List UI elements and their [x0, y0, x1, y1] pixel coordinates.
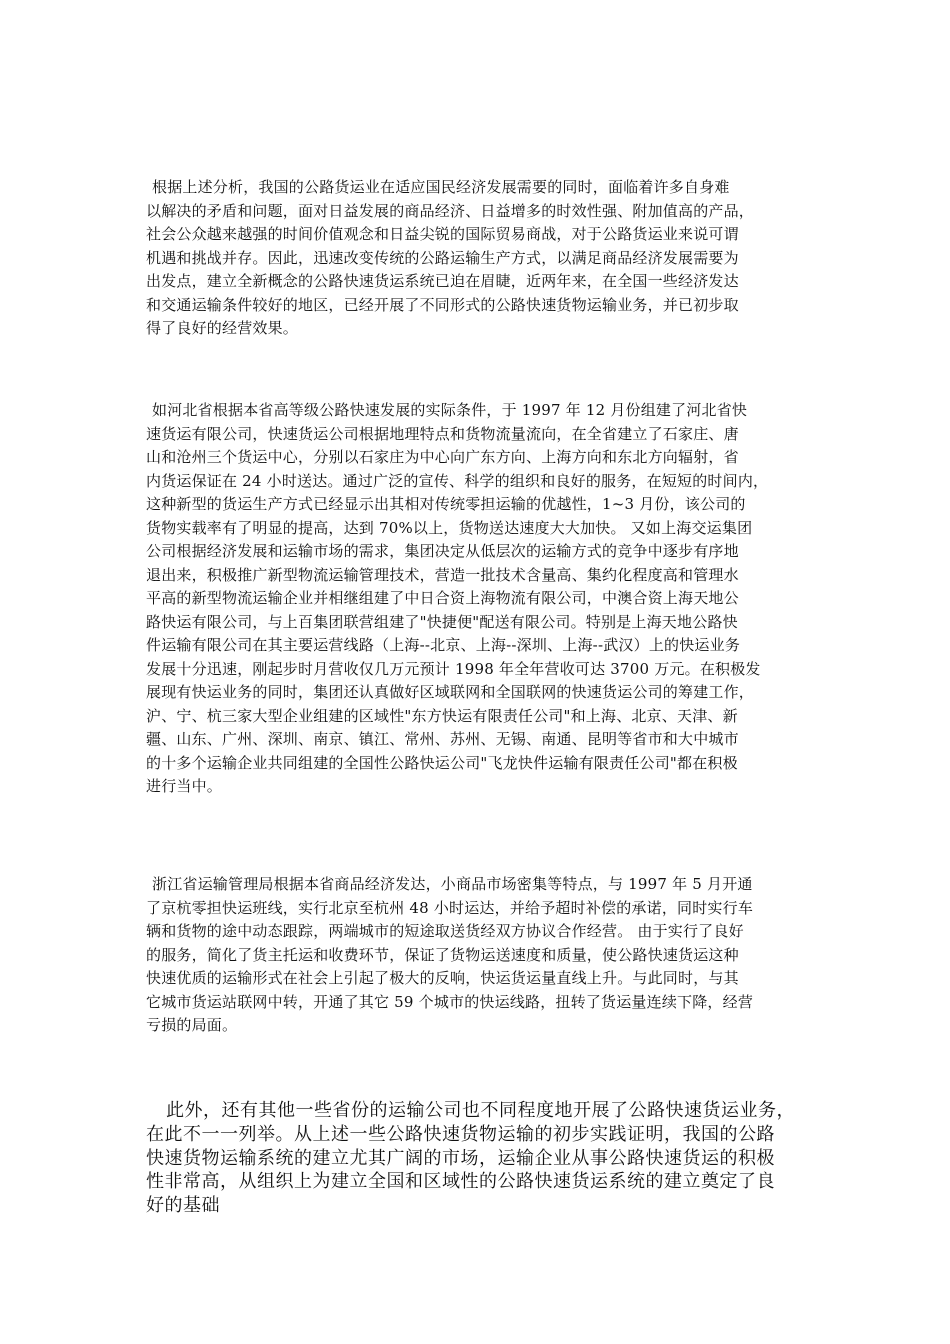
text-line: 此外，还有其他一些省份的运输公司也不同程度地开展了公路快速货运业务， [166, 1100, 795, 1121]
text-line: 山和沧州三个货运中心，分别以石家庄为中心向广东方向、上海方向和东北方向辐射，省 [146, 448, 739, 466]
text-line: 辆和货物的途中动态跟踪，两端城市的短途取送货经双方协议合作经营。 由于实行了良好 [146, 922, 744, 940]
text-line: 浙江省运输管理局根据本省商品经济发达，小商品市场密集等特点，与 1997 年 5 月开通 [152, 875, 753, 893]
text-line: 社会公众越来越强的时间价值观念和日益尖锐的国际贸易商战，对于公路货运业来说可谓 [146, 225, 739, 243]
text-line: 速货运有限公司，快速货运公司根据地理特点和货物流量流向，在全省建立了石家庄、唐 [146, 424, 739, 443]
text-line: 根据上述分析，我国的公路货运业在适应国民经济发展需要的同时，面临着许多自身难 [152, 178, 730, 196]
text-line: 机遇和挑战并存。因此，迅速改变传统的公路运输生产方式，以满足商品经济发展需要为 [146, 248, 739, 267]
text-line: 的服务，简化了货主托运和收费环节，保证了货物运送速度和质量，使公路快速货运这种 [146, 945, 739, 964]
paragraph-hebei-shanghai [146, 399, 816, 799]
text-line: 件运输有限公司在其主要运营线路（上海--北京、上海--深圳、上海--武汉）上的快运业务 [146, 636, 741, 654]
text-line: 如河北省根据本省高等级公路快速发展的实际条件，于 1997 年 12 月份组建了河北省快 [152, 401, 748, 419]
text-line: 这种新型的货运生产方式已经显示出其相对传统零担运输的优越性，1~3 月份，该公司的 [146, 495, 746, 513]
paragraph-zhejiang [146, 873, 816, 1038]
text-line: 疆、山东、广州、深圳、南京、镇江、常州、苏州、无锡、南通、昆明等省市和大中城市 [146, 730, 739, 748]
text-line: 性非常高，从组织上为建立全国和区域性的公路快速货运系统的建立奠定了良 [146, 1171, 775, 1193]
text-line: 以解决的矛盾和问题，面对日益发展的商品经济、日益增多的时效性强、附加值高的产品， [146, 201, 755, 220]
text-line: 好的基础 [146, 1195, 220, 1217]
text-line: 发展十分迅速，刚起步时月营收仅几万元预计 1998 年全年营收可达 3700 万元。在积极发 [146, 659, 761, 678]
paragraph-analysis [146, 176, 816, 341]
text-line: 了京杭零担快运班线，实行北京至杭州 48 小时运达，并给予超时补偿的承诺，同时实行车 [146, 898, 754, 917]
text-line: 亏损的局面。 [146, 1016, 238, 1034]
text-line: 路快运有限公司，与上百集团联营组建了"快捷便"配送有限公司。特别是上海天地公路快 [146, 612, 738, 631]
text-line: 内货运保证在 24 小时送达。通过广泛的宣传、科学的组织和良好的服务，在短短的时间内， [146, 471, 769, 490]
text-line: 货物实载率有了明显的提高，达到 70%以上，货物送达速度大大加快。 又如上海交运集团 [146, 518, 753, 537]
text-line: 公司根据经济发展和运输市场的需求，集团决定从低层次的运输方式的竞争中逐步有序地 [146, 542, 739, 560]
text-line: 展现有快运业务的同时，集团还认真做好区域联网和全国联网的快速货运公司的筹建工作， [146, 683, 755, 701]
text-line: 退出来，积极推广新型物流运输管理技术，营造一批技术含量高、集约化程度高和管理水 [146, 565, 739, 584]
text-line: 在此不一一列举。从上述一些公路快速货物运输的初步实践证明，我国的公路 [146, 1123, 775, 1145]
text-line: 快速货物运输系统的建立尤其广阔的市场，运输企业从事公路快速货运的积极 [146, 1147, 775, 1169]
paragraph-conclusion [146, 1099, 816, 1218]
text-line: 它城市货运站联网中转，开通了其它 59 个城市的快运线路，扭转了货运量连续下降，经营 [146, 992, 754, 1011]
text-line: 平高的新型物流运输企业并相继组建了中日合资上海物流有限公司，中澳合资上海天地公 [146, 589, 739, 607]
text-line: 出发点，建立全新概念的公路快速货运系统已迫在眉睫，近两年来，在全国一些经济发达 [146, 272, 739, 290]
text-line: 沪、宁、杭三家大型企业组建的区域性"东方快运有限责任公司"和上海、北京、天津、新 [146, 706, 738, 725]
text-line: 的十多个运输企业共同组建的全国性公路快运公司"飞龙快件运输有限责任公司"都在积极 [146, 753, 738, 772]
text-line: 得了良好的经营效果。 [146, 319, 299, 337]
text-line: 进行当中。 [146, 777, 223, 795]
text-line: 和交通运输条件较好的地区，已经开展了不同形式的公路快速货物运输业务，并已初步取 [146, 295, 739, 314]
text-line: 快速优质的运输形式在社会上引起了极大的反响，快运货运量直线上升。与此同时，与其 [146, 969, 739, 987]
